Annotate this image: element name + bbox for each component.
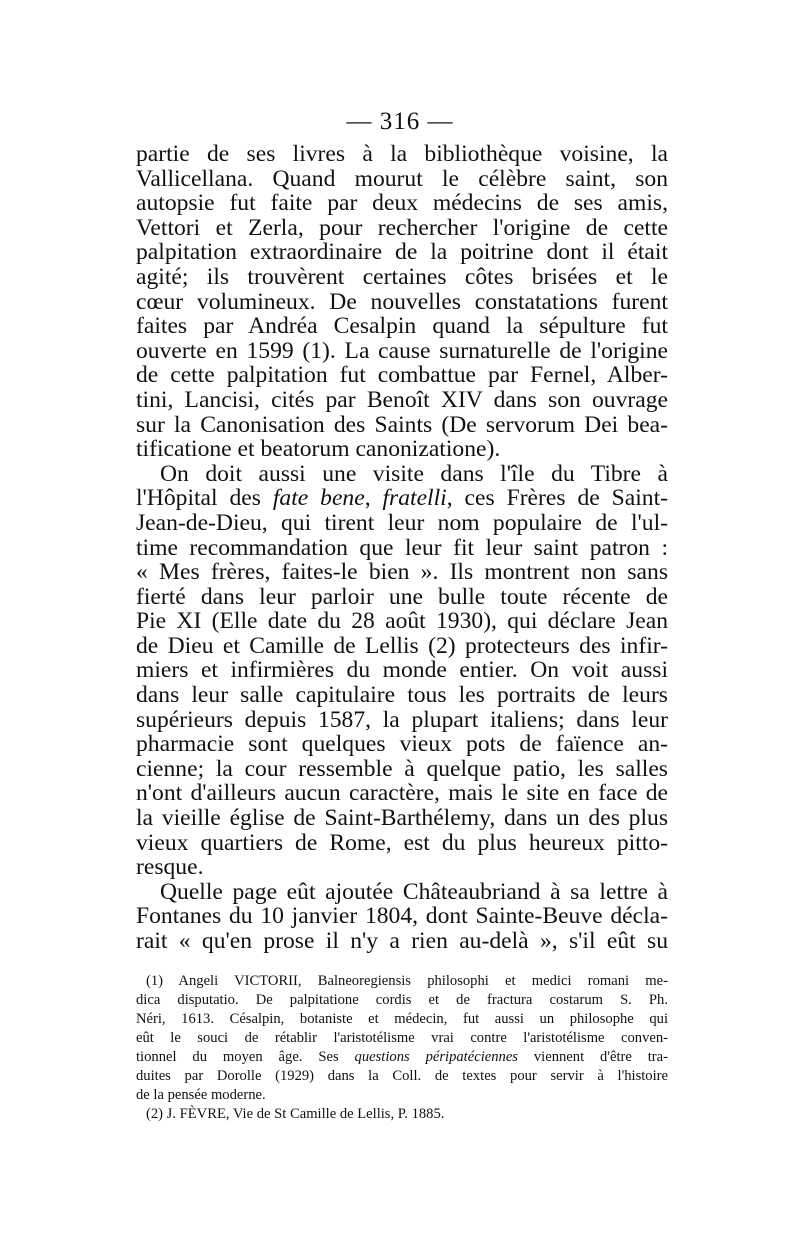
italic-phrase: questions péripatéciennes: [354, 1049, 518, 1065]
text-fragment: ,: [364, 485, 383, 512]
text-line: tini, Lancisi, cités par Benoît XIV dans son ouvrage: [136, 386, 668, 413]
footnote-line: [136, 1048, 668, 1067]
text-line: Vettori et Zerla, pour rechercher l'origine de cette: [136, 214, 668, 241]
text-line: Fontanes du 10 janvier 1804, dont Sainte-Beuve décla-: [136, 903, 668, 930]
footnote-line: duites par Dorolle (1929) dans la Coll. de textes pour servir à l'histoire: [136, 1068, 668, 1084]
text-line: Quelle page eût ajoutée Châteaubriand à sa lettre à: [160, 878, 668, 905]
text-line: palpitation extraordinaire de la poitrine dont il était: [136, 239, 668, 266]
italic-phrase: fratelli: [382, 485, 447, 512]
text-line: autopsie fut faite par deux médecins de ses amis,: [136, 190, 668, 217]
text-fragment: tionnel du moyen âge. Ses: [136, 1049, 355, 1065]
text-fragment: viennent d'être tra-: [517, 1049, 668, 1065]
text-line: dans leur salle capitulaire tous les portraits de leurs: [136, 682, 668, 709]
footnotes: [136, 972, 668, 1124]
text-line: tificatione et beatorum canonizatione).: [136, 436, 501, 463]
footnote-line: (2) J. FÈVRE, Vie de St Camille de Lellis, P. 1885.: [146, 1106, 445, 1122]
text-line: supérieurs depuis 1587, la plupart italiens; dans leur: [136, 706, 668, 733]
text-line: ouverte en 1599 (1). La cause surnaturelle de l'origine: [136, 337, 668, 364]
footnote-line: eût le souci de rétablir l'aristotélisme vrai contre l'aristotélisme conven-: [136, 1030, 668, 1046]
text-line: sur la Canonisation des Saints (De servorum Dei bea-: [136, 411, 668, 438]
footnote-line: Néri, 1613. Césalpin, botaniste et médecin, fut aussi un philosophe qui: [136, 1011, 668, 1027]
text-line: Pie XI (Elle date du 28 août 1930), qui déclare Jean: [136, 608, 668, 635]
text-line: cienne; la cour ressemble à quelque patio, les salles: [136, 755, 668, 782]
text-line: pharmacie sont quelques vieux pots de faïence an-: [136, 731, 668, 758]
text-line: rait « qu'en prose il n'y a rien au-delà », s'il eût su: [136, 928, 668, 954]
text-line: fierté dans leur parloir une bulle toute récente de: [136, 583, 668, 610]
text-fragment: l'Hôpital des: [136, 485, 273, 512]
page-number: — 316 —: [346, 108, 454, 135]
text-line: faites par Andréa Cesalpin quand la sépulture fut: [136, 313, 668, 340]
footnote-line: de la pensée moderne.: [136, 1087, 266, 1103]
footnote-line: (1) Angeli VICTORII, Balneoregiensis philosophi et medici romani me-: [146, 973, 668, 989]
text-line: la vieille église de Saint-Barthélemy, dans un des plus: [136, 805, 668, 832]
text-line: resque.: [136, 854, 204, 881]
text-line: Jean-de-Dieu, qui tirent leur nom populaire de l'ul-: [136, 509, 668, 536]
text-line: « Mes frères, faites-le bien ». Ils montrent non sans: [136, 559, 668, 586]
main-text: [136, 142, 668, 954]
text-line: de cette palpitation fut combattue par Fernel, Alber-: [136, 362, 668, 389]
text-line: agité; ils trouvèrent certaines côtes brisées et le: [136, 263, 668, 290]
text-line: time recommandation que leur fit leur saint patron :: [136, 534, 668, 561]
text-line: On doit aussi une visite dans l'île du Tibre à: [160, 460, 668, 487]
text-line: vieux quartiers de Rome, est du plus heureux pitto-: [136, 829, 668, 856]
text-line: cœur volumineux. De nouvelles constatations furent: [136, 288, 668, 315]
text-line: n'ont d'ailleurs aucun caractère, mais le site en face de: [136, 780, 668, 807]
italic-phrase: fate bene: [272, 485, 365, 512]
text-line: miers et infirmières du monde entier. On voit aussi: [136, 657, 668, 684]
text-fragment: , ces Frères de Saint-: [446, 485, 668, 512]
text-line: Vallicellana. Quand mourut le célèbre saint, son: [136, 165, 668, 192]
text-line: partie de ses livres à la bibliothèque voisine, la: [136, 141, 668, 167]
footnote-line: dica disputatio. De palpitatione cordis et de fractura costarum S. Ph.: [136, 992, 668, 1008]
text-line: de Dieu et Camille de Lellis (2) protecteurs des infir-: [136, 632, 668, 659]
text-line: [136, 486, 668, 511]
